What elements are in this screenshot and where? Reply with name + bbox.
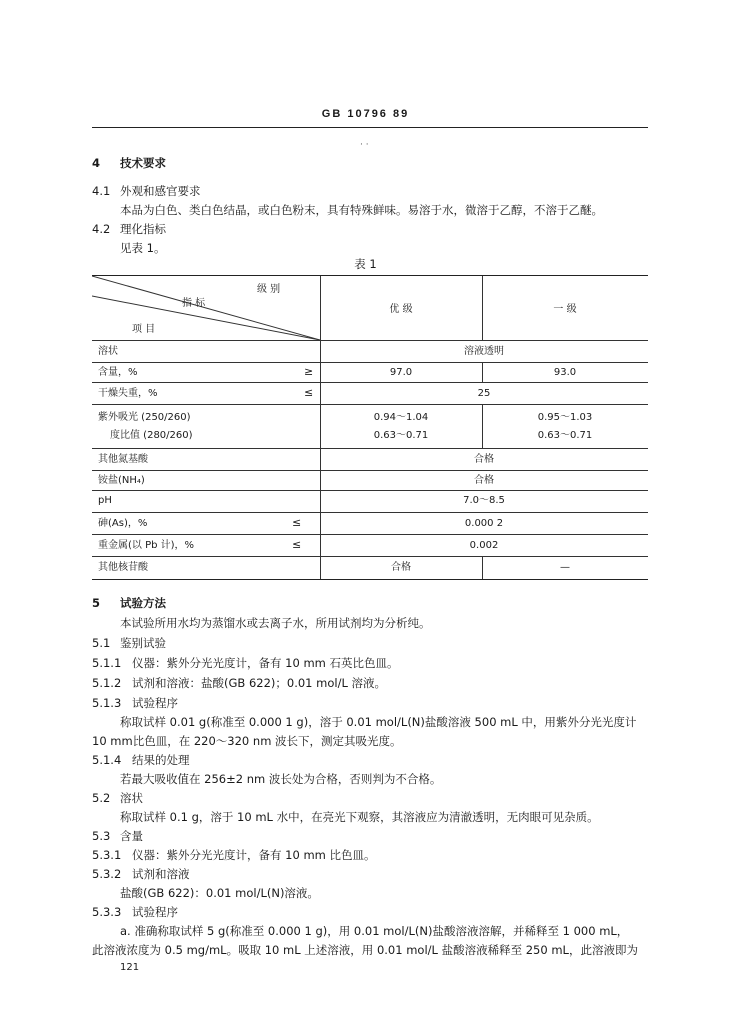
row-merged-value: 25 bbox=[477, 388, 491, 399]
header-item: 项 目 bbox=[132, 324, 156, 335]
comparison-sign: ≤ bbox=[304, 386, 314, 399]
section-5-3-3-text: a. 准确称取试样 5 g(称准至 0.000 1 g)，用 0.01 mol/L(N)盐酸溶液溶解，并稀释至 1 000 mL， bbox=[120, 924, 629, 938]
row-name: 其他氮基酸 bbox=[98, 454, 148, 465]
section-4-heading: 4 技术要求 bbox=[92, 156, 166, 170]
row-name: 含量，% bbox=[98, 367, 138, 378]
row-first-value: 0.95～1.03 bbox=[537, 412, 593, 423]
section-5-heading: 5 试验方法 bbox=[92, 596, 166, 610]
section-4-1-heading: 4.1 外观和感官要求 bbox=[92, 184, 201, 198]
comparison-sign: ≤ bbox=[292, 516, 302, 529]
section-5-3-2-heading: 5.3.2 试剂和溶液 bbox=[92, 867, 190, 881]
section-5-1-4-text: 若最大吸收值在 256±2 nm 波长处为合格，否则判为不合格。 bbox=[120, 772, 442, 786]
header-grade: 级 别 bbox=[257, 284, 281, 295]
row-name: 度比值 (280/260) bbox=[110, 430, 193, 441]
table-rule bbox=[92, 382, 648, 383]
table-rule bbox=[92, 490, 648, 491]
section-5-1-3-heading: 5.1.3 试验程序 bbox=[92, 696, 178, 710]
row-name: 其他核苷酸 bbox=[98, 562, 148, 573]
section-5-1-4-heading: 5.1.4 结果的处理 bbox=[92, 753, 190, 767]
row-merged-value: 0.002 bbox=[469, 540, 499, 551]
section-5-3-heading: 5.3 含量 bbox=[92, 829, 143, 843]
section-4-2-heading: 4.2 理化指标 bbox=[92, 222, 166, 236]
table-rule bbox=[92, 512, 648, 513]
comparison-sign: ≥ bbox=[304, 365, 314, 378]
row-merged-value: 合格 bbox=[474, 454, 494, 465]
row-excellent-value: 0.63～0.71 bbox=[373, 430, 429, 441]
row-name: 重金属(以 Pb 计)，% bbox=[98, 540, 195, 551]
section-5-3-2-text: 盐酸(GB 622)：0.01 mol/L(N)溶液。 bbox=[120, 886, 319, 900]
header-indicator: 指 标 bbox=[182, 298, 206, 309]
section-4-1-text: 本品为白色、类白色结晶，或白色粉末，具有特殊鲜味。易溶于水，微溶于乙醇，不溶于乙醚。 bbox=[120, 203, 603, 217]
table-rule bbox=[92, 556, 648, 557]
section-4-2-text: 见表 1。 bbox=[120, 241, 166, 255]
row-first-value: 93.0 bbox=[553, 367, 577, 378]
section-5-3-1: 5.3.1 仪器：紫外分光光度计，备有 10 mm 比色皿。 bbox=[92, 848, 376, 862]
comparison-sign: ≤ bbox=[292, 538, 302, 551]
table-rule bbox=[92, 470, 648, 471]
row-merged-value: 合格 bbox=[474, 475, 494, 486]
row-name: 砷(As)，% bbox=[98, 518, 148, 529]
table-rule bbox=[92, 340, 648, 341]
section-5-1-3-text: 称取试样 0.01 g(称准至 0.000 1 g)，溶于 0.01 mol/L(N)盐酸溶液 500 mL 中，用紫外分光光度计 bbox=[120, 715, 637, 729]
table-rule bbox=[92, 448, 648, 449]
header-first: 一 级 bbox=[553, 304, 577, 315]
section-5-1-2: 5.1.2 试剂和溶液：盐酸(GB 622)；0.01 mol/L 溶液。 bbox=[92, 676, 387, 690]
row-name: 干燥失重，% bbox=[98, 388, 158, 399]
row-first-value: 0.63～0.71 bbox=[537, 430, 593, 441]
section-5-3-3-text-cont: 此溶液浓度为 0.5 mg/mL。吸取 10 mL 上述溶液，用 0.01 mol/L 盐酸溶液稀释至 250 mL，此溶液即为 bbox=[92, 943, 638, 957]
row-excellent-value: 97.0 bbox=[389, 367, 413, 378]
row-excellent-value: 0.94～1.04 bbox=[373, 412, 429, 423]
header-rule bbox=[92, 127, 648, 128]
scan-speck: · · bbox=[360, 140, 369, 150]
section-5-1-3-text-cont: 10 mm比色皿，在 220～320 nm 波长下，测定其吸光度。 bbox=[92, 734, 402, 748]
page-number: 121 bbox=[120, 962, 140, 973]
row-merged-value: 0.000 2 bbox=[464, 518, 504, 529]
row-merged-value: 7.0～8.5 bbox=[463, 495, 505, 506]
row-merged-value: 溶液透明 bbox=[464, 346, 504, 357]
row-name: pH bbox=[98, 495, 112, 506]
table-caption: 表 1 bbox=[354, 257, 377, 271]
section-5-intro: 本试验所用水均为蒸馏水或去离子水，所用试剂均为分析纯。 bbox=[120, 616, 431, 630]
table-divider bbox=[482, 404, 483, 448]
section-5-3-3-heading: 5.3.3 试验程序 bbox=[92, 905, 178, 919]
row-name: 铵盐(NH₄) bbox=[98, 475, 145, 486]
row-excellent-value: 合格 bbox=[391, 562, 411, 573]
table-divider bbox=[482, 362, 483, 382]
header-diagonals bbox=[92, 276, 320, 340]
standard-header: GB 10796 89 bbox=[321, 108, 410, 120]
spec-table bbox=[92, 275, 648, 580]
table-rule bbox=[92, 534, 648, 535]
row-first-value: — bbox=[560, 562, 570, 573]
section-5-2-text: 称取试样 0.1 g，溶于 10 mL 水中，在亮光下观察，其溶液应为清澈透明，无肉眼可见杂质。 bbox=[120, 810, 599, 824]
row-name: 紫外吸光 (250/260) bbox=[98, 412, 191, 423]
table-rule bbox=[92, 362, 648, 363]
section-5-1-1: 5.1.1 仪器：紫外分光光度计，备有 10 mm 石英比色皿。 bbox=[92, 656, 399, 670]
table-divider bbox=[482, 556, 483, 579]
section-5-2-heading: 5.2 溶状 bbox=[92, 791, 143, 805]
table-rule bbox=[92, 404, 648, 405]
section-5-1-heading: 5.1 鉴别试验 bbox=[92, 636, 166, 650]
header-excellent: 优 级 bbox=[389, 304, 413, 315]
row-name: 溶状 bbox=[98, 346, 118, 357]
